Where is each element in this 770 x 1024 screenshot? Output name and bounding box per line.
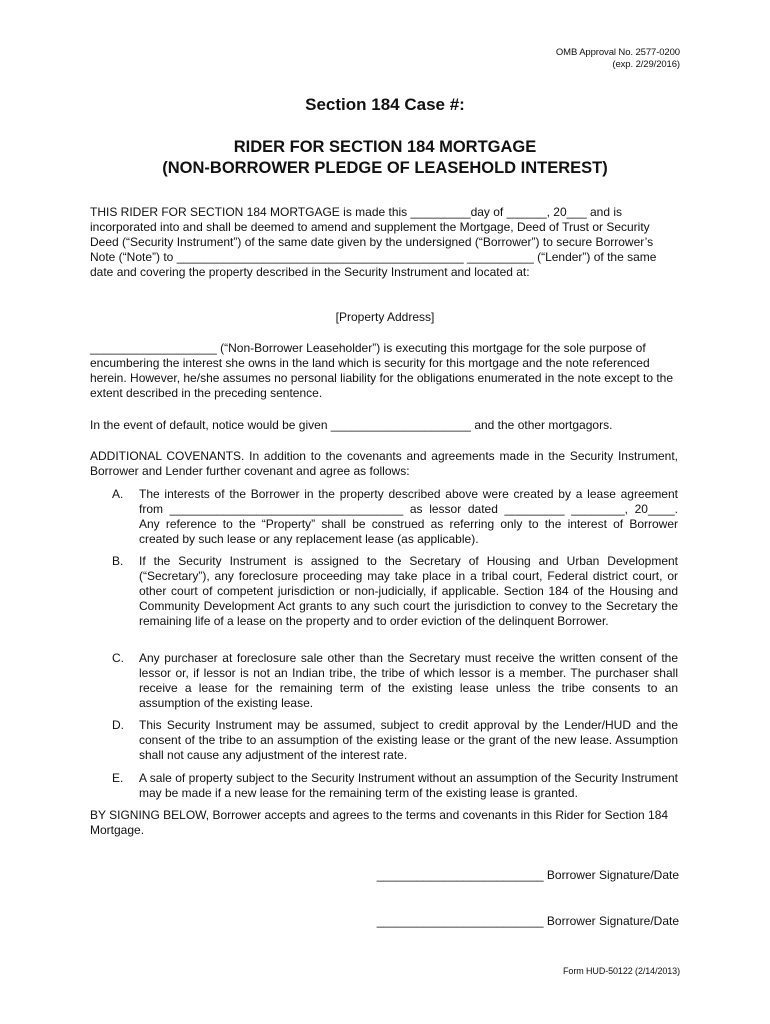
covenant-text: If the Security Instrument is assigned to the Secretary of Housing and Urban Development (“Secretary”), any foreclosure proceeding may take place in a tribal court, Federal district court, or other court of competent jurisdiction or non-judicially, if applicable. Section 184 of the Housing and Community Development Act grants to any such court the jurisdiction to convey to the Secretary the remaining life of a lease on the property and to order eviction of the delinquent Borrower. (139, 554, 678, 628)
non-borrower-paragraph: ___________________ (“Non-Borrower Leaseholder”) is executing this mortgage for the sole purpose of encumbering the interest she owns in the land which is security for this mortgage and the note referenced herein. However, he/she assumes no personal liability for the obligations enumerated in the note except to the extent described in the preceding sentence. (90, 341, 674, 400)
signing-paragraph: BY SIGNING BELOW, Borrower accepts and agrees to the terms and covenants in this Rider for Section 184 Mortgage. (90, 808, 669, 837)
covenant-item (90, 771, 678, 801)
covenant-text: This Security Instrument may be assumed, subject to credit approval by the Lender/HUD and the consent of the tribe to an assumption of the existing lease or the grant of the new lease. Assumption shall not cause any adjustment of the interest rate. (139, 718, 678, 762)
covenant-letter: A. (112, 487, 124, 501)
covenant-item (90, 651, 678, 711)
intro-paragraph: THIS RIDER FOR SECTION 184 MORTGAGE is made this _________day of ______, 20___ and is incorporated into and shall be deemed to amend and supplement the Mortgage, Deed of Trust or Security Deed (“Security Instrument”) of the same date given by the undersigned (“Borrower”) to secure Borrower’s Note (“Note”) to ___________________________________________ __________ (“Lender”) of the same date and covering the property described in the Security Instrument and located at: (90, 205, 657, 279)
omb-expiration: (exp. 2/29/2016) (612, 59, 680, 70)
omb-approval-number: OMB Approval No. 2577-0200 (555, 47, 680, 58)
covenant-text: Any purchaser at foreclosure sale other than the Secretary must receive the written consent of the lessor or, if lessor is not an Indian tribe, the tribe of which lessor is a member. The purchaser shall receive a lease for the remaining term of the existing lease unless the tribe consents to an assumption of the existing lease. (139, 651, 678, 710)
default-notice-paragraph: In the event of default, notice would be given _____________________ and the other mortgagors. (90, 418, 613, 432)
covenant-letter: C. (112, 651, 124, 665)
rider-title (0, 137, 770, 179)
covenant-text: A sale of property subject to the Security Instrument without an assumption of the Security Instrument may be made if a new lease for the remaining term of the existing lease is granted. (139, 771, 678, 800)
covenant-item (90, 554, 678, 629)
case-number-title: Section 184 Case #: (305, 95, 465, 114)
covenant-item (90, 487, 678, 547)
borrower-signature-line[interactable]: _________________________ Borrower Signature/Date (376, 868, 679, 882)
borrower-signature-line[interactable]: _________________________ Borrower Signature/Date (376, 914, 679, 928)
covenant-letter: E. (112, 771, 124, 785)
covenant-item (90, 718, 678, 763)
form-number: Form HUD-50122 (2/14/2013) (563, 966, 680, 976)
additional-covenants-paragraph: ADDITIONAL COVENANTS. In addition to the covenants and agreements made in the Security Instrument, Borrower and Lender further covenant and agree as follows: (90, 449, 678, 478)
property-address: [Property Address] (335, 310, 435, 324)
rider-title-line-2: (NON-BORROWER PLEDGE OF LEASEHOLD INTEREST) (162, 159, 608, 177)
covenant-text: The interests of the Borrower in the property described above were created by a lease agreement from ___________________________________ as lessor dated _________ ________, 20____. Any reference to the “Property” shall be construed as referring only to the interest of Borrower created by such lease or any replacement lease (as applicable). (139, 487, 678, 546)
rider-title-line-1: RIDER FOR SECTION 184 MORTGAGE (233, 138, 537, 156)
omb-approval (556, 47, 680, 71)
covenant-letter: D. (112, 718, 124, 732)
covenant-letter: B. (112, 554, 124, 568)
